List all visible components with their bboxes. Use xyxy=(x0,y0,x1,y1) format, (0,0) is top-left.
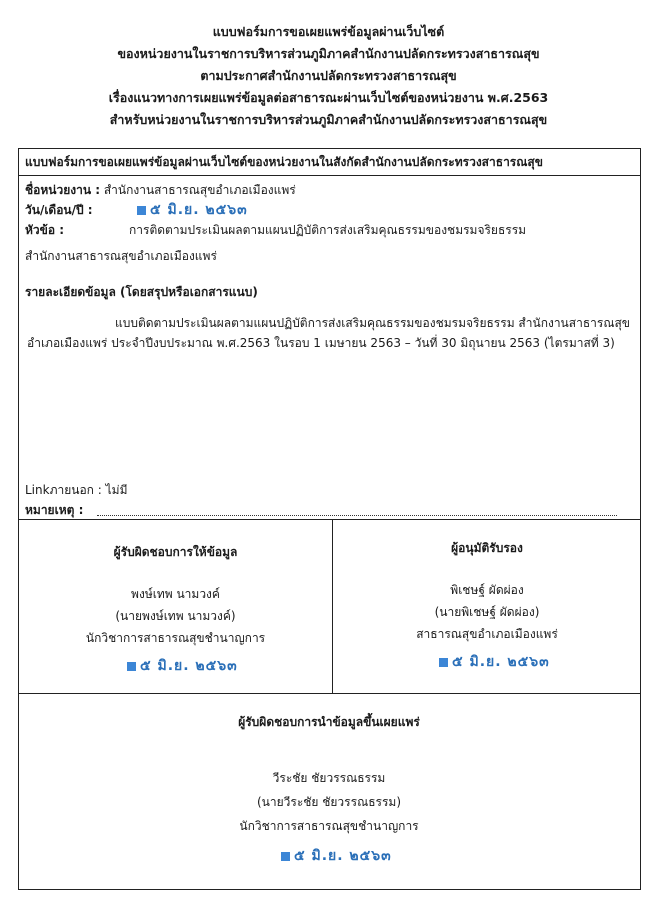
responsible-position: นักวิชาการสาธารณสุขชำนาญการ xyxy=(85,631,266,645)
link-value: ไม่มี xyxy=(105,483,128,497)
details-text: แบบติดตามประเมินผลตามแผนปฏิบัติการส่งเสริมคุณธรรมของชมรมจริยธรรม สำนักงานสาธารณสุขอำเภอเมืองแพร่ ประจำปีงบประมาณ พ.ศ.2563 ในรอบ 1 เมษายน 2563 – วันที่ 30 มิถุนายน 2563 (ไตรมาสที่ 3) xyxy=(27,316,630,350)
link-label: Linkภายนอก : xyxy=(25,483,102,497)
approver-position: สาธารณสุขอำเภอเมืองแพร่ xyxy=(416,627,558,641)
header-line-1: แบบฟอร์มการขอเผยแพร่ข้อมูลผ่านเว็บไซต์ xyxy=(212,24,445,39)
stamp-mark-icon xyxy=(127,662,136,671)
responsible-stamp-text: ๕ มิ.ย. ๒๕๖๓ xyxy=(140,658,238,674)
header-line-3: ตามประกาศสำนักงานปลัดกระทรวงสาธารณสุข xyxy=(200,68,457,83)
topic-value-line-2: สำนักงานสาธารณสุขอำเภอเมืองแพร่ xyxy=(25,249,217,263)
approver-name: (นายพิเชษฐ์ ผัดผ่อง) xyxy=(434,605,540,619)
link-row xyxy=(25,481,127,499)
stamp-mark-icon xyxy=(137,206,146,215)
header-line-4: เรื่องแนวทางการเผยแพร่ข้อมูลต่อสาธารณะผ่านเว็บไซต์ของหน่วยงาน พ.ศ.2563 xyxy=(108,90,549,105)
agency-label: ชื่อหน่วยงาน : xyxy=(25,183,101,197)
title-divider xyxy=(19,175,640,176)
header-line-5: สำหรับหน่วยงานในราชการบริหารส่วนภูมิภาคสำนักงานปลัดกระทรวงสาธารณสุข xyxy=(109,112,548,127)
stamp-mark-icon xyxy=(439,658,448,667)
publisher-name: (นายวีระชัย ชัยวรรณธรรม) xyxy=(256,795,402,809)
date-label: วัน/เดือน/ปี : xyxy=(25,203,93,217)
publisher-signature: วีระชัย ชัยวรรณธรรม xyxy=(272,771,386,785)
approver-stamp xyxy=(439,651,550,673)
responsible-stamp xyxy=(127,655,238,677)
agency-row xyxy=(25,181,296,199)
stamp-mark-icon xyxy=(281,852,290,861)
approver-stamp-text: ๕ มิ.ย. ๒๕๖๓ xyxy=(452,654,550,670)
note-label: หมายเหตุ : xyxy=(25,503,84,517)
details-label: รายละเอียดข้อมูล (โดยสรุปหรือเอกสารแนบ) xyxy=(25,285,258,299)
date-stamp xyxy=(137,199,248,221)
responsible-heading: ผู้รับผิดชอบการให้ข้อมูล xyxy=(113,545,238,559)
publisher-divider xyxy=(19,693,640,694)
publisher-stamp xyxy=(281,845,392,867)
responsible-name: (นายพงษ์เทพ นามวงค์) xyxy=(115,609,236,623)
topic-value-line-1: การติดตามประเมินผลตามแผนปฏิบัติการส่งเสริมคุณธรรมของชมรมจริยธรรม xyxy=(129,223,527,237)
approver-heading: ผู้อนุมัติรับรอง xyxy=(451,541,523,555)
approver-signature: พิเชษฐ์ ผัดผ่อง xyxy=(450,583,524,597)
date-stamp-text: ๕ มิ.ย. ๒๕๖๓ xyxy=(150,202,248,218)
responsible-signature: พงษ์เทพ นามวงค์ xyxy=(131,587,220,601)
publisher-position: นักวิชาการสาธารณสุขชำนาญการ xyxy=(239,819,419,833)
publisher-stamp-text: ๕ มิ.ย. ๒๕๖๓ xyxy=(294,848,392,864)
agency-value: สำนักงานสาธารณสุขอำเภอเมืองแพร่ xyxy=(103,183,296,197)
signature-divider xyxy=(19,519,640,520)
topic-label: หัวข้อ : xyxy=(25,223,65,237)
form-title: แบบฟอร์มการขอเผยแพร่ข้อมูลผ่านเว็บไซต์ของหน่วยงานในสังกัดสำนักงานปลัดกระทรวงสาธารณสุข xyxy=(25,155,543,169)
form-frame xyxy=(18,148,641,890)
publisher-heading: ผู้รับผิดชอบการนำข้อมูลขึ้นเผยแพร่ xyxy=(238,715,420,729)
note-dotted-line xyxy=(97,515,617,516)
header-line-2: ของหน่วยงานในราชการบริหารส่วนภูมิภาคสำนักงานปลัดกระทรวงสาธารณสุข xyxy=(117,46,540,61)
